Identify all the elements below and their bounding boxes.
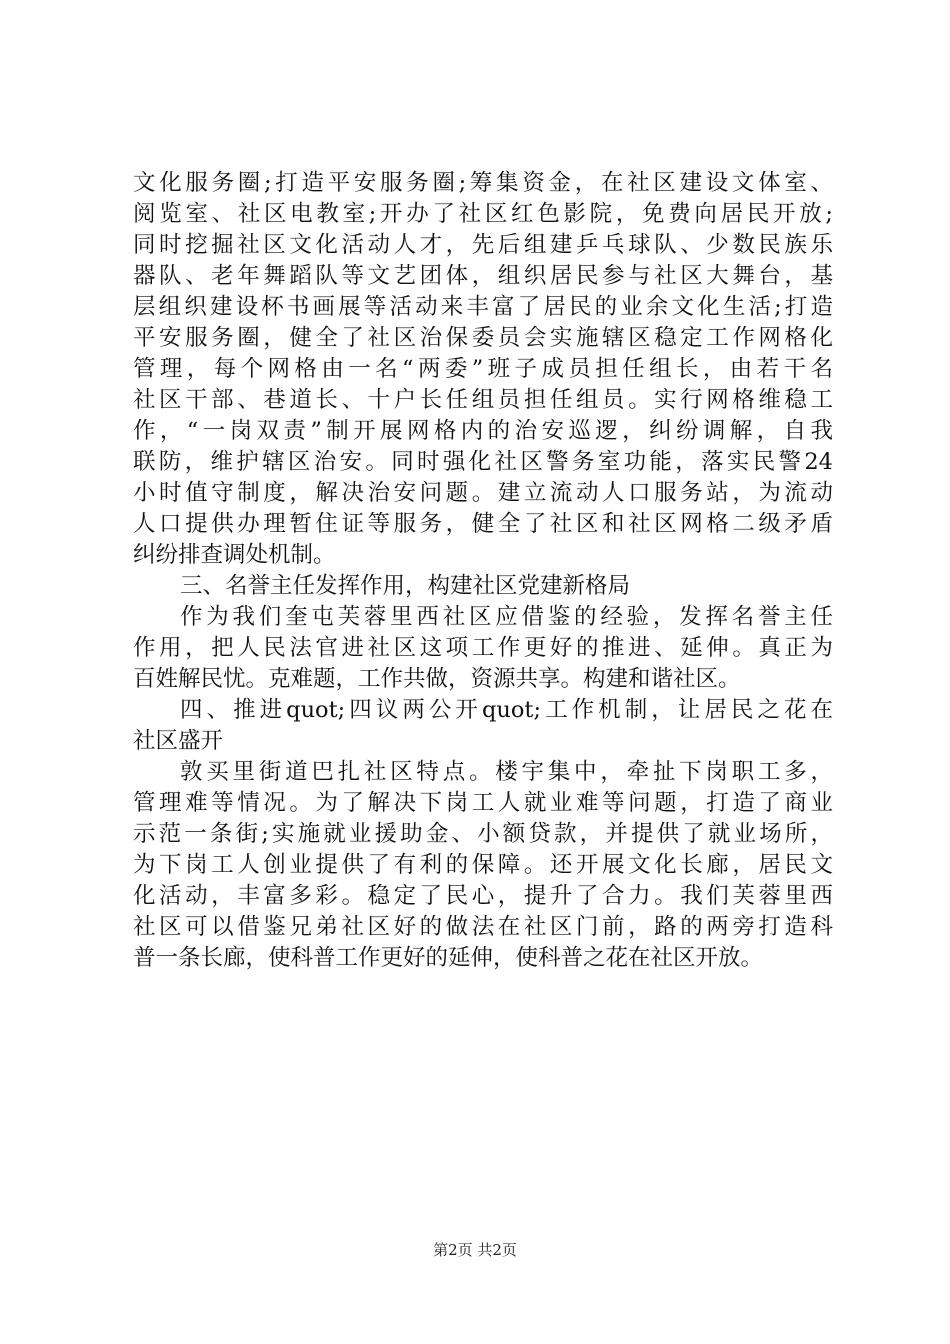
text-line: 社区可以借鉴兄弟社区好的做法在社区门前，路的两旁打造科 xyxy=(133,914,833,940)
text-line: 纠纷排查调处机制。 xyxy=(133,542,336,568)
text-line: 化活动，丰富多彩。稳定了民心，提升了合力。我们芙蓉里西 xyxy=(133,883,833,909)
text-line: 作用，把人民法官进社区这项工作更好的推进、延伸。真正为 xyxy=(133,635,833,661)
text-line: 普一条长廊，使科普工作更好的延伸，使科普之花在社区开放。 xyxy=(133,945,764,971)
text-line: 四、推进quot;四议两公开quot;工作机制，让居民之花在 xyxy=(180,697,833,723)
text-line: 敦买里街道巴扎社区特点。楼宇集中，牵扯下岗职工多， xyxy=(180,759,833,785)
page-footer xyxy=(0,1240,950,1260)
text-line: 为下岗工人创业提供了有利的保障。还开展文化长廊，居民文 xyxy=(133,852,833,878)
text-line: 阅览室、社区电教室;开办了社区红色影院，免费向居民开放; xyxy=(133,201,833,227)
paragraph xyxy=(133,695,833,757)
text-line: 百姓解民忧。克难题，工作共做，资源共享。构建和谐社区。 xyxy=(133,666,741,692)
text-line: 作为我们奎屯芙蓉里西社区应借鉴的经验，发挥名誉主任 xyxy=(180,604,833,630)
text-line: 管理，每个网格由一名“两委”班子成员担任组长，由若干名 xyxy=(133,356,833,382)
text-line: 三、名誉主任发挥作用，构建社区党建新格局 xyxy=(180,573,631,599)
text-line: 小时值守制度，解决治安问题。建立流动人口服务站，为流动 xyxy=(133,480,833,506)
document-body xyxy=(133,168,833,974)
text-line: 同时挖掘社区文化活动人才，先后组建乒乓球队、少数民族乐 xyxy=(133,232,833,258)
text-line: 器队、老年舞蹈队等文艺团体，组织居民参与社区大舞台，基 xyxy=(133,263,833,289)
text-line: 联防，维护辖区治安。同时强化社区警务室功能，落实民警24 xyxy=(133,449,833,475)
text-line: 平安服务圈，健全了社区治保委员会实施辖区稳定工作网格化 xyxy=(133,325,833,351)
page-number-label: 第2页 共2页 xyxy=(433,1241,517,1259)
paragraph xyxy=(133,602,833,695)
text-line: 作，“一岗双责”制开展网格内的治安巡逻，纠纷调解，自我 xyxy=(133,418,833,444)
paragraph xyxy=(133,757,833,974)
text-line: 示范一条街;实施就业援助金、小额贷款，并提供了就业场所， xyxy=(133,821,833,847)
text-line: 管理难等情况。为了解决下岗工人就业难等问题，打造了商业 xyxy=(133,790,833,816)
text-line: 人口提供办理暂住证等服务，健全了社区和社区网格二级矛盾 xyxy=(133,511,833,537)
text-line: 文化服务圈;打造平安服务圈;筹集资金，在社区建设文体室、 xyxy=(133,170,833,196)
text-line: 社区干部、巷道长、十户长任组员担任组员。实行网格维稳工 xyxy=(133,387,833,413)
paragraph xyxy=(133,571,833,602)
text-line: 社区盛开 xyxy=(133,728,224,754)
text-line: 层组织建设杯书画展等活动来丰富了居民的业余文化生活;打造 xyxy=(133,294,833,320)
paragraph xyxy=(133,168,833,571)
